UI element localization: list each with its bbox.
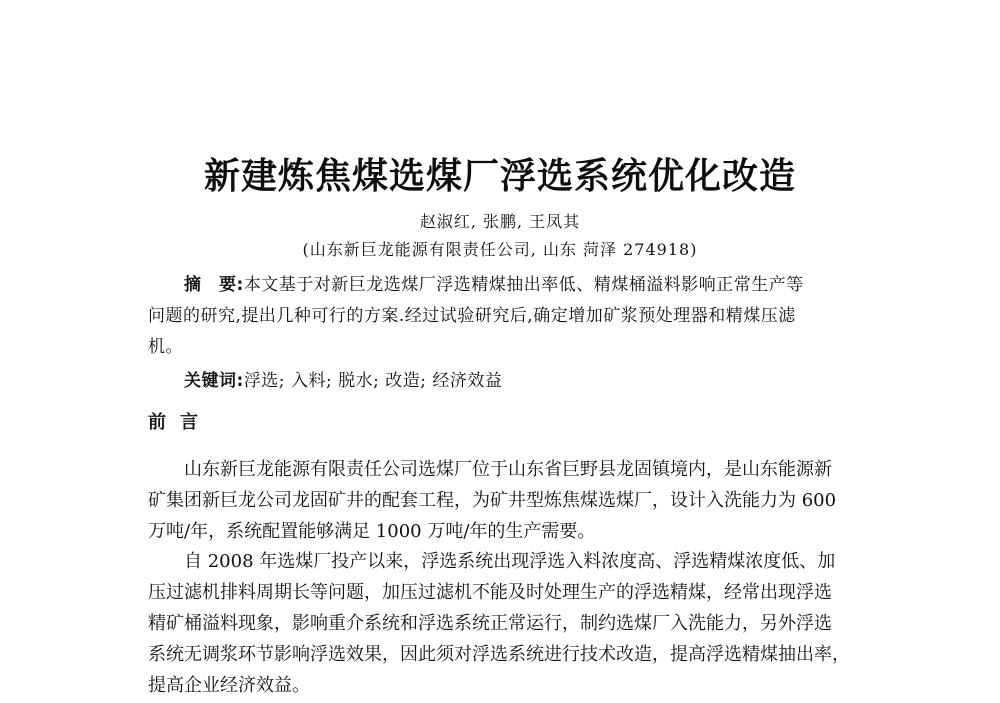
paragraph-2-line-4: 系统无调浆环节影响浮选效果，因此须对浮选系统进行技术改造，提高浮选精煤抽出率，	[148, 644, 850, 665]
paragraph-2-line-2: 压过滤机排料周期长等问题，加压过滤机不能及时处理生产的浮选精煤，经常出现浮选	[148, 582, 832, 603]
abstract-line-1	[184, 270, 804, 295]
abstract-label: 摘 要:	[184, 275, 244, 295]
paragraph-1-line-3: 万吨/年，系统配置能够满足 1000 万吨/年的生产需要。	[148, 521, 596, 542]
paragraph-1-line-2: 矿集团新巨龙公司龙固矿井的配套工程，为矿井型炼焦煤选煤厂，设计入洗能力为 600	[148, 490, 837, 511]
paper-title: 新建炼焦煤选煤厂浮选系统优化改造	[203, 156, 796, 197]
authors: 赵淑红, 张鹏, 王凤其	[419, 212, 581, 231]
paragraph-1-line-1: 山东新巨龙能源有限责任公司选煤厂位于山东省巨野县龙固镇境内，是山东能源新	[184, 459, 832, 480]
keywords-text: 浮选; 入料; 脱水; 改造; 经济效益	[243, 371, 503, 391]
section-heading: 前言	[148, 412, 212, 433]
keywords-line	[184, 366, 502, 391]
affiliation: (山东新巨龙能源有限责任公司, 山东 菏泽 274918)	[302, 240, 698, 259]
paragraph-2-line-3: 精矿桶溢料现象，影响重介系统和浮选系统正常运行，制约选煤厂入洗能力，另外浮选	[148, 613, 832, 634]
paragraph-2-line-5: 提高企业经济效益。	[148, 675, 310, 696]
paragraph-2-line-1: 自 2008 年选煤厂投产以来，浮选系统出现浮选入料浓度高、浮选精煤浓度低、加	[184, 551, 836, 572]
abstract-line-3: 机。	[148, 337, 183, 357]
keywords-label: 关键词:	[184, 371, 244, 391]
abstract-text-1: 本文基于对新巨龙选煤厂浮选精煤抽出率低、精煤桶溢料影响正常生产等	[243, 275, 804, 295]
abstract-line-2: 问题的研究,提出几种可行的方案.经过试验研究后,确定增加矿浆预处理器和精煤压滤	[148, 306, 796, 326]
